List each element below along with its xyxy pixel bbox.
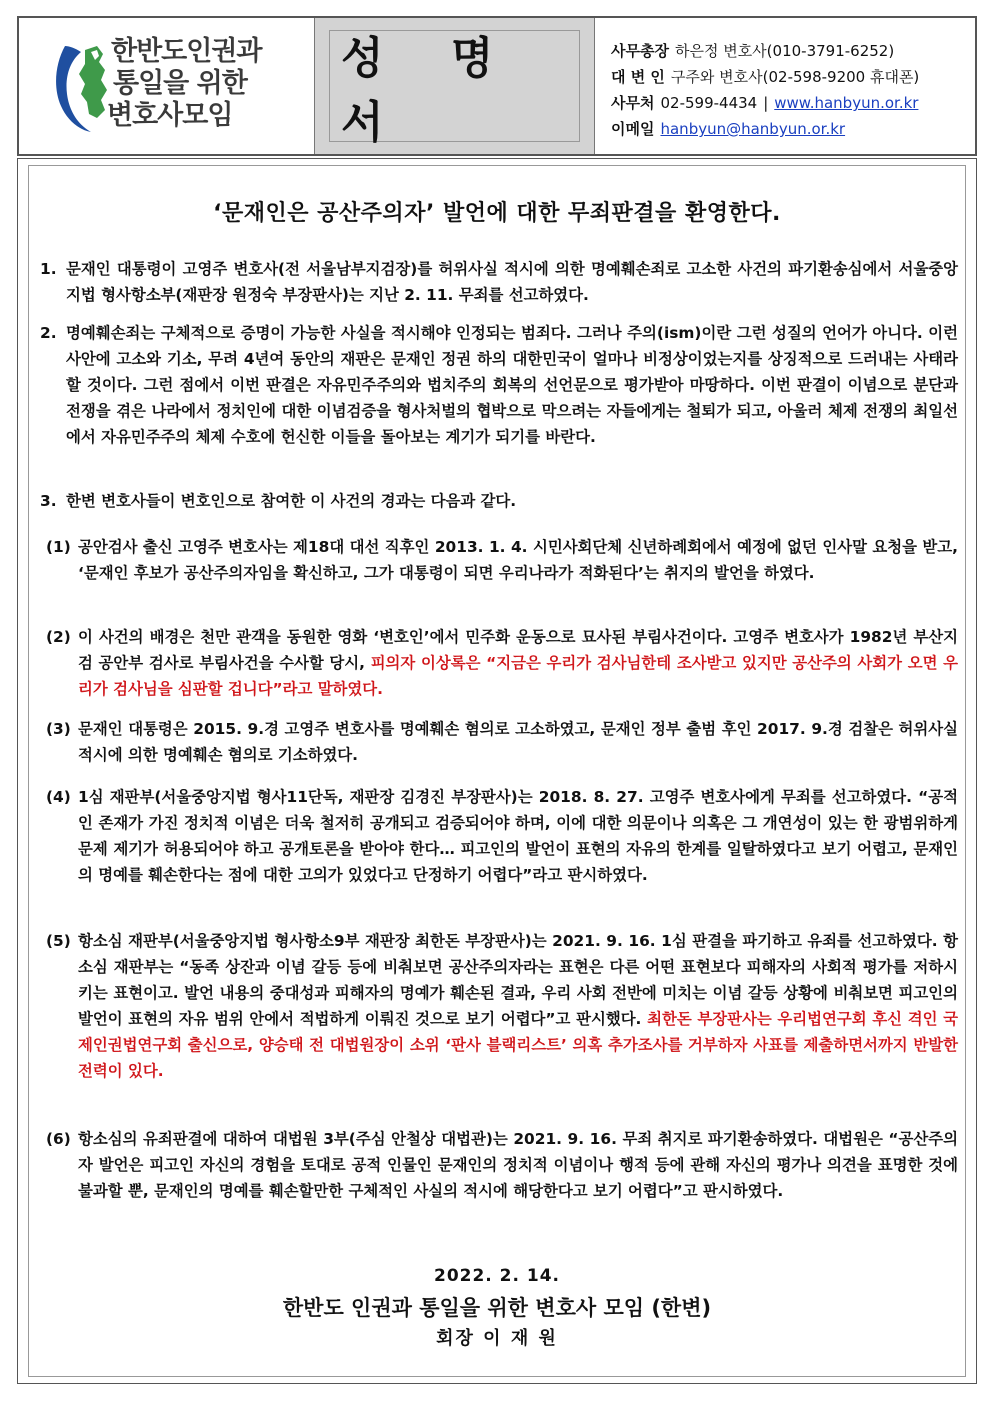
contact-label: 이메일 bbox=[611, 120, 655, 138]
paragraph-1 bbox=[40, 256, 958, 308]
item-text-body: 항소심 재판부(서울중앙지법 형사항소9부 재판장 최한돈 부장판사)는 2021. 9. 16. 1심 판결을 파기하고 유죄를 선고하였다. 항소심 재판부는 “동족 상잔과 이념 갈등 등에 비춰보면 공산주의자라는 표현은 다른 어떤 표현보다 피해자의 사회적 평가를 저하시키는 표현이고. 발언 내용의 중대성과 피해자의 명예가 훼손된 결과, 우리 사회 전반에 미치는 이념 갈등 상황에 비춰보면 피고인의 발언이 표현의 자유 범위 안에서 적법하게 이뤄진 것으로 보기 어렵다”고 판시했다. bbox=[78, 932, 958, 1028]
contact-label: 사무처 bbox=[611, 94, 655, 112]
separator: | bbox=[763, 94, 769, 112]
item-text bbox=[46, 928, 958, 1084]
document-title-cell bbox=[315, 18, 595, 154]
item-6 bbox=[46, 1126, 958, 1204]
paragraph-number: 3. bbox=[40, 492, 57, 510]
document-title: 성 명 서 bbox=[341, 33, 520, 148]
statement-headline: ‘문재인은 공산주의자’ 발언에 대한 무죄판결을 환영한다. bbox=[213, 201, 781, 226]
contact-value: 하은정 변호사(010-3791-6252) bbox=[674, 42, 895, 60]
paragraph-number: 1. bbox=[40, 260, 57, 278]
item-3 bbox=[46, 716, 958, 768]
item-number: (2) bbox=[46, 628, 71, 646]
item-4 bbox=[46, 784, 958, 888]
statement-date: 2022. 2. 14. bbox=[433, 1266, 560, 1286]
item-text: 문재인 대통령은 2015. 9.경 고영주 변호사를 명예훼손 혐의로 고소하였고, 문재인 정부 출범 후인 2017. 9.경 검찰은 허위사실 적시에 의한 명예훼손 혐의로 기소하였다. bbox=[78, 720, 958, 764]
contact-spokesperson bbox=[611, 64, 975, 90]
paragraph-text: 한변 변호사들이 변호인으로 참여한 이 사건의 경과는 다음과 같다. bbox=[66, 492, 517, 510]
paragraph-2 bbox=[40, 320, 958, 450]
logo-text bbox=[107, 36, 262, 132]
item-text: 항소심의 유죄판결에 대하여 대법원 3부(주심 안철상 대법관)는 2021. 9. 16. 무죄 취지로 파기환송하였다. 대법원은 “공산주의자 발언은 피고인 자신의 경험을 토대로 공적 인물인 문재인의 정치적 이념이나 행적 등에 관해 자신의 평가나 의견을 표명한 것에 불과할 뿐, 문재인의 명예를 훼손할만한 구체적인 사실의 적시에 해당한다고 보기 어렵다”고 판시하였다. bbox=[78, 1130, 958, 1200]
item-5 bbox=[46, 928, 958, 1084]
item-2 bbox=[46, 624, 958, 702]
item-1 bbox=[46, 534, 958, 586]
signatory: 회장 이 재 원 bbox=[436, 1328, 558, 1349]
letterhead bbox=[17, 16, 977, 156]
contact-office bbox=[611, 90, 975, 116]
contact-email bbox=[611, 116, 975, 142]
item-number: (4) bbox=[46, 788, 71, 806]
paragraph-text: 문재인 대통령이 고영주 변호사(전 서울남부지검장)를 허위사실 적시에 의한 명예훼손죄로 고소한 사건의 파기환송심에서 서울중앙지법 형사항소부(재판장 원정숙 부장판사)는 지난 2. 11. 무죄를 선고하였다. bbox=[66, 260, 959, 304]
logo-line-3: 변호사모임 bbox=[107, 100, 233, 131]
item-number: (5) bbox=[46, 932, 71, 950]
website-link[interactable]: www.hanbyun.or.kr bbox=[774, 94, 919, 112]
logo-line-2: 통일을 위한 bbox=[113, 68, 247, 99]
contact-value: 구주와 변호사(02-598-9200 휴대폰) bbox=[670, 68, 920, 86]
email-link[interactable]: hanbyun@hanbyun.or.kr bbox=[660, 120, 846, 138]
contact-label: 대 변 인 bbox=[611, 68, 665, 86]
item-text bbox=[46, 624, 958, 702]
contact-label: 사무총장 bbox=[611, 42, 669, 60]
item-text: 1심 재판부(서울중앙지법 형사11단독, 재판장 김경진 부장판사)는 2018. 8. 27. 고영주 변호사에게 무죄를 선고하였다. “공적인 존재가 가진 정치적 이념은 더욱 철저히 공개되고 검증되어야 하며, 이에 대한 의문이나 의혹은 그 개연성이 있는 한 광범위하게 문제 제기가 허용되어야 하고 공개토론을 받아야 한다… 피고인의 발언이 표현의 자유의 한계를 일탈하였다고 보기 어렵고, 문재인의 명예를 훼손한다는 점에 대한 고의가 있었다고 단정하기 어렵다”라고 판시하였다. bbox=[78, 788, 958, 884]
paragraph-number: 2. bbox=[40, 324, 57, 342]
contact-secretary-general bbox=[611, 38, 975, 64]
logo-cell bbox=[19, 18, 315, 154]
contact-value: 02-599-4434 bbox=[660, 94, 758, 112]
item-text-body: 이 사건의 배경은 천만 관객을 동원한 영화 ‘변호인’에서 민주화 운동으로 묘사된 부림사건이다. 고영주 변호사가 1982년 부산지검 공안부 검사로 부림사건을 수사할 당시, bbox=[78, 628, 958, 672]
item-text-highlight: 최한돈 부장판사는 우리법연구회 후신 격인 국제인권법연구회 출신으로, 양승태 전 대법원장이 소위 ‘판사 블랙리스트’ 의혹 추가조사를 거부하자 사표를 제출하면서까지 반발한 전력이 있다. bbox=[78, 1010, 958, 1080]
contact-info bbox=[595, 18, 975, 154]
logo-line-1: 한반도인권과 bbox=[111, 36, 262, 67]
item-number: (3) bbox=[46, 720, 71, 738]
item-number: (1) bbox=[46, 538, 71, 556]
paragraph-text: 명예훼손죄는 구체적으로 증명이 가능한 사실을 적시해야 인정되는 범죄다. 그러나 주의(ism)이란 그런 성질의 언어가 아니다. 이런 사안에 고소와 기소, 무려 4년여 동안의 재판은 문재인 정권 하의 대한민국이 얼마나 비정상이었는지를 상징적으로 드러내는 사태라 할 것이다. 그런 점에서 이번 판결은 자유민주주의와 법치주의 회복의 선언문으로 평가받아 마땅하다. 이번 판결이 이념으로 분단과 전쟁을 겪은 나라에서 정치인에 대한 이념검증을 형사처벌의 협박으로 막으려는 자들에게는 철퇴가 되고, 아울러 체제 전쟁의 최일선에서 자유민주주의 체제 수호에 헌신한 이들을 돌아보는 계기가 되기를 바란다. bbox=[66, 324, 958, 446]
paragraph-3 bbox=[40, 488, 958, 514]
organization-name: 한반도 인권과 통일을 위한 변호사 모임 (한변) bbox=[282, 1296, 712, 1320]
item-text-highlight: 피의자 이상록은 “지금은 우리가 검사님한테 조사받고 있지만 공산주의 사회가 오면 우리가 검사님을 심판할 겁니다”라고 말하였다. bbox=[78, 654, 958, 698]
item-number: (6) bbox=[46, 1130, 71, 1148]
item-text: 공안검사 출신 고영주 변호사는 제18대 대선 직후인 2013. 1. 4. 시민사회단체 신년하례회에서 예정에 없던 인사말 요청을 받고, ‘문재인 후보가 공산주의자임을 확신하고, 그가 대통령이 되면 우리나라가 적화된다’는 취지의 발언을 하였다. bbox=[78, 538, 958, 582]
